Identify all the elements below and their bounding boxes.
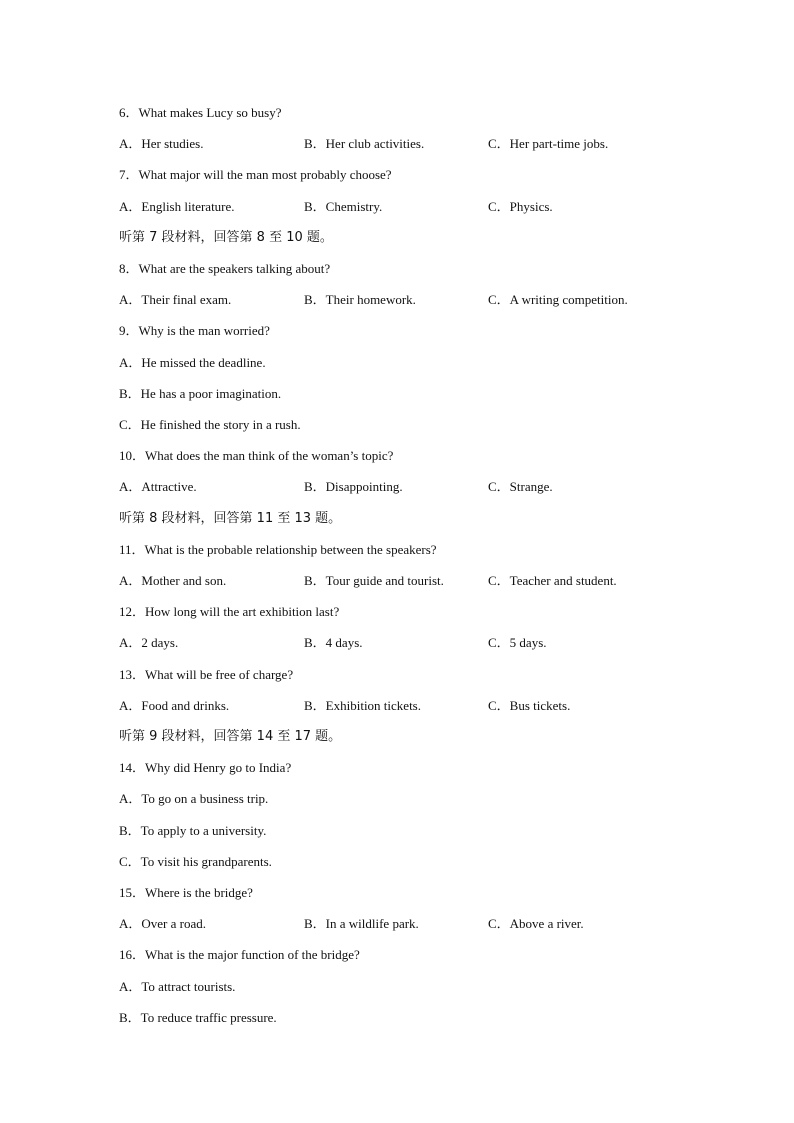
option-b: B．Disappointing. <box>304 479 403 494</box>
option-row <box>119 135 719 153</box>
section-instruction: 听第 9 段材料，回答第 14 至 17 题。 <box>119 729 342 744</box>
option-c: C．Strange. <box>488 479 553 494</box>
question: 6．What makes Lucy so busy? <box>119 105 282 120</box>
option-row <box>119 291 719 309</box>
option-c: C．5 days. <box>488 635 547 650</box>
question: 11．What is the probable relationship between the speakers? <box>119 542 437 557</box>
option-line: A．He missed the deadline. <box>119 355 266 370</box>
question: 8．What are the speakers talking about? <box>119 261 331 276</box>
option-a: A．Mother and son. <box>119 573 227 588</box>
option-c: C．Above a river. <box>488 916 584 931</box>
option-c: C．Bus tickets. <box>488 698 571 713</box>
question: 9．Why is the man worried? <box>119 323 270 338</box>
option-row <box>119 198 719 216</box>
question: 7．What major will the man most probably choose? <box>119 167 392 182</box>
option-line: B．He has a poor imagination. <box>119 386 282 401</box>
option-line: A．To go on a business trip. <box>119 791 269 806</box>
option-row <box>119 572 719 590</box>
question: 10．What does the man think of the woman’s topic? <box>119 448 394 463</box>
option-line: B．To reduce traffic pressure. <box>119 1010 277 1025</box>
option-a: A．2 days. <box>119 635 179 650</box>
option-a: A．Her studies. <box>119 136 204 151</box>
option-c: C．Physics. <box>488 199 553 214</box>
option-line: B．To apply to a university. <box>119 823 267 838</box>
option-a: A．Food and drinks. <box>119 698 230 713</box>
option-a: A．Their final exam. <box>119 292 232 307</box>
option-c: C．A writing competition. <box>488 292 628 307</box>
option-b: B．Chemistry. <box>304 199 383 214</box>
option-row <box>119 915 719 933</box>
option-c: C．Teacher and student. <box>488 573 617 588</box>
option-b: B．In a wildlife park. <box>304 916 419 931</box>
section-instruction: 听第 8 段材料，回答第 11 至 13 题。 <box>119 511 342 526</box>
option-line: A．To attract tourists. <box>119 979 236 994</box>
question: 13．What will be free of charge? <box>119 667 294 682</box>
option-row <box>119 634 719 652</box>
option-c: C．Her part-time jobs. <box>488 136 609 151</box>
option-line: C．To visit his grandparents. <box>119 854 272 869</box>
section-instruction: 听第 7 段材料，回答第 8 至 10 题。 <box>119 230 333 245</box>
option-b: B．Tour guide and tourist. <box>304 573 444 588</box>
option-a: A．English literature. <box>119 199 235 214</box>
option-b: B．Her club activities. <box>304 136 425 151</box>
question: 16．What is the major function of the bridge? <box>119 947 360 962</box>
option-a: A．Over a road. <box>119 916 206 931</box>
option-row <box>119 697 719 715</box>
question: 12．How long will the art exhibition last? <box>119 604 340 619</box>
option-b: B．Exhibition tickets. <box>304 698 421 713</box>
option-a: A．Attractive. <box>119 479 197 494</box>
question: 14．Why did Henry go to India? <box>119 760 292 775</box>
option-line: C．He finished the story in a rush. <box>119 417 301 432</box>
question: 15．Where is the bridge? <box>119 885 253 900</box>
option-b: B．4 days. <box>304 635 363 650</box>
option-row <box>119 478 719 496</box>
option-b: B．Their homework. <box>304 292 416 307</box>
